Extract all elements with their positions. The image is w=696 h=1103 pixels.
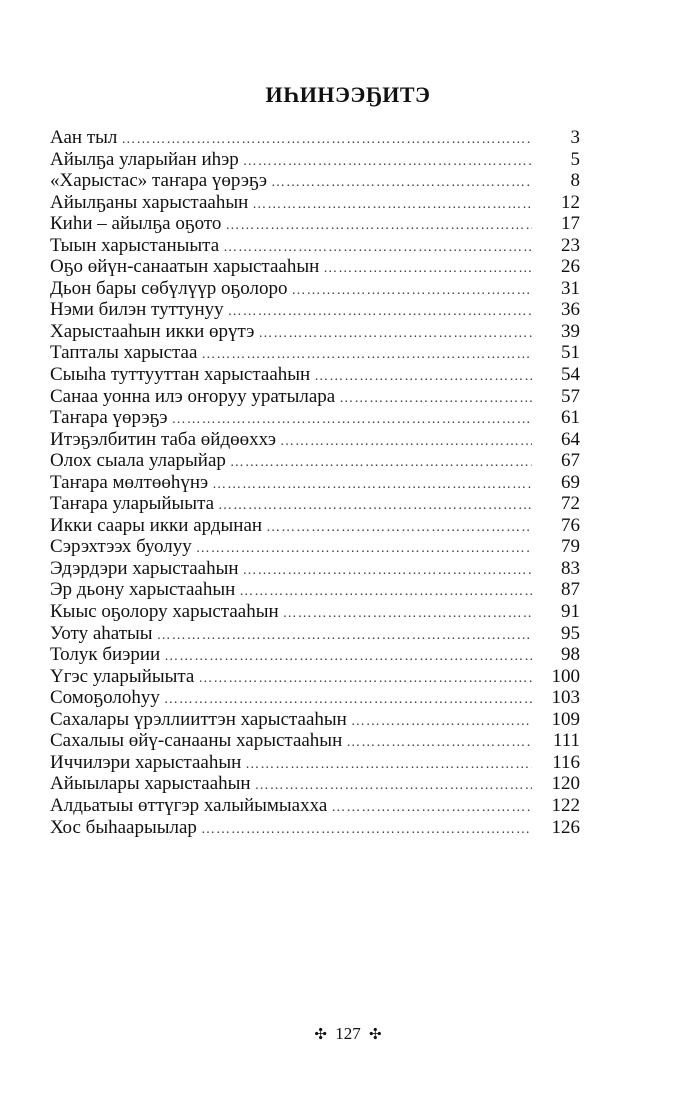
toc-entry-page: 111 xyxy=(552,730,580,752)
toc-entry-page: 23 xyxy=(561,234,580,256)
toc-entry xyxy=(50,730,580,752)
toc-entry xyxy=(50,149,580,171)
toc-entry xyxy=(50,342,580,364)
dot-leader xyxy=(280,431,532,453)
toc-entry-title: Оҕо өйүн-санаатын харыстааһын xyxy=(50,256,320,278)
toc-entry-page: 54 xyxy=(561,364,580,386)
toc-entry-title: Эр дьону харыстааһын xyxy=(50,579,236,601)
table-of-contents xyxy=(50,127,580,838)
toc-entry-title: Иччилэри харыстааһын xyxy=(50,751,242,773)
toc-entry-page: 91 xyxy=(561,601,580,623)
toc-entry xyxy=(50,644,580,666)
dot-leader xyxy=(212,474,532,496)
toc-entry-page: 95 xyxy=(561,622,580,644)
dot-leader xyxy=(228,301,532,323)
toc-entry xyxy=(50,321,580,343)
toc-entry-title: Киһи – айылҕа оҕото xyxy=(50,213,222,235)
toc-entry-title: «Харыстас» таҥара үөрэҕэ xyxy=(50,170,267,192)
toc-entry-title: Айылҕа уларыйан иһэр xyxy=(50,148,239,170)
toc-entry-page: 5 xyxy=(570,148,580,170)
toc-entry xyxy=(50,170,580,192)
toc-entry-page: 76 xyxy=(561,514,580,536)
page-title: ИҺИНЭЭҔИТЭ xyxy=(265,82,431,107)
page-footer xyxy=(0,1024,696,1044)
toc-entry-title: Эдэрдэри харыстааһын xyxy=(50,557,239,579)
dot-leader xyxy=(314,366,532,388)
toc-entry-page: 36 xyxy=(561,299,580,321)
toc-entry-page: 39 xyxy=(561,320,580,342)
toc-entry-title: Алдьатыы өттүгэр халыйымыахха xyxy=(50,794,328,816)
toc-entry-page: 120 xyxy=(551,773,580,795)
toc-entry-title: Икки саары икки ардынан xyxy=(50,514,263,536)
toc-entry-page: 17 xyxy=(561,213,580,235)
toc-entry xyxy=(50,213,580,235)
toc-entry-title: Санаа уонна илэ оҥоруу уратылара xyxy=(50,385,336,407)
toc-entry-page: 26 xyxy=(561,256,580,278)
toc-entry-page: 3 xyxy=(570,127,580,148)
dot-leader xyxy=(164,689,532,711)
dot-leader xyxy=(323,258,532,280)
dot-leader xyxy=(331,797,532,819)
toc-entry xyxy=(50,752,580,774)
toc-entry-page: 79 xyxy=(561,536,580,558)
toc-entry xyxy=(50,795,580,817)
toc-entry xyxy=(50,407,580,429)
toc-entry-title: Уоту аһатыы xyxy=(50,622,153,644)
page-number: 127 xyxy=(335,1024,361,1043)
toc-entry-title: Таҥара үөрэҕэ xyxy=(50,407,168,429)
dot-leader xyxy=(266,517,532,539)
toc-entry-page: 69 xyxy=(561,471,580,493)
dot-leader xyxy=(172,409,532,431)
toc-entry xyxy=(50,709,580,731)
dot-leader xyxy=(351,711,532,733)
dot-leader xyxy=(258,323,532,345)
dot-leader xyxy=(255,775,532,797)
ornament-right-icon: ✣ xyxy=(369,1027,382,1043)
toc-entry-page: 72 xyxy=(561,493,580,515)
dot-leader xyxy=(121,129,532,151)
dot-leader xyxy=(252,194,532,216)
toc-entry xyxy=(50,429,580,451)
toc-entry-page: 64 xyxy=(561,428,580,450)
toc-entry-title: Олох сыала уларыйар xyxy=(50,450,226,472)
toc-entry-title: Сыыһа туттууттан харыстааһын xyxy=(50,364,311,386)
dot-leader xyxy=(346,732,532,754)
toc-entry xyxy=(50,601,580,623)
toc-entry xyxy=(50,493,580,515)
dot-leader xyxy=(201,819,532,841)
toc-entry-page: 116 xyxy=(552,751,580,773)
toc-entry-page: 126 xyxy=(551,816,580,838)
toc-entry-page: 61 xyxy=(561,407,580,429)
dot-leader xyxy=(230,452,532,474)
toc-entry xyxy=(50,450,580,472)
toc-entry-title: Хос быһаарыылар xyxy=(50,816,197,838)
toc-entry-title: Сахалыы өйү-санааны харыстааһын xyxy=(50,730,343,752)
toc-entry-title: Итэҕэлбитин таба өйдөөххэ xyxy=(50,428,277,450)
toc-entry-page: 87 xyxy=(561,579,580,601)
toc-entry xyxy=(50,127,580,149)
toc-entry-title: Сэрэхтээх буолуу xyxy=(50,536,192,558)
toc-entry-title: Аан тыл xyxy=(50,127,118,148)
toc-entry-title: Айыылары харыстааһын xyxy=(50,773,251,795)
dot-leader xyxy=(243,151,532,173)
toc-entry xyxy=(50,536,580,558)
toc-entry xyxy=(50,192,580,214)
toc-entry xyxy=(50,256,580,278)
dot-leader xyxy=(218,495,532,517)
toc-entry xyxy=(50,687,580,709)
toc-entry-page: 109 xyxy=(551,708,580,730)
toc-entry-page: 8 xyxy=(570,170,580,192)
ornament-left-icon: ✣ xyxy=(314,1027,327,1043)
toc-entry-page: 67 xyxy=(561,450,580,472)
toc-entry xyxy=(50,558,580,580)
toc-entry-page: 83 xyxy=(561,557,580,579)
toc-entry-title: Айылҕаны харыстааһын xyxy=(50,191,249,213)
toc-entry xyxy=(50,666,580,688)
dot-leader xyxy=(243,560,532,582)
toc-entry xyxy=(50,235,580,257)
toc-entry xyxy=(50,364,580,386)
dot-leader xyxy=(245,754,532,776)
toc-entry xyxy=(50,817,580,839)
toc-entry-page: 100 xyxy=(551,665,580,687)
toc-entry-title: Сомоҕолоһуу xyxy=(50,687,160,709)
dot-leader xyxy=(201,344,532,366)
toc-entry-page: 51 xyxy=(561,342,580,364)
toc-entry xyxy=(50,472,580,494)
dot-leader xyxy=(223,237,532,259)
toc-entry-page: 12 xyxy=(561,191,580,213)
dot-leader xyxy=(196,538,532,560)
toc-entry xyxy=(50,278,580,300)
toc-entry xyxy=(50,579,580,601)
toc-entry-title: Тапталы харыстаа xyxy=(50,342,198,364)
toc-entry xyxy=(50,515,580,537)
toc-entry-page: 103 xyxy=(551,687,580,709)
toc-entry-title: Харыстааһын икки өрүтэ xyxy=(50,320,255,342)
dot-leader xyxy=(283,603,532,625)
dot-leader xyxy=(164,646,532,668)
toc-entry xyxy=(50,623,580,645)
dot-leader xyxy=(225,215,532,237)
dot-leader xyxy=(339,388,532,410)
toc-entry xyxy=(50,299,580,321)
toc-entry-title: Толук биэрии xyxy=(50,644,161,666)
toc-entry-title: Таҥара мөлтөөһүнэ xyxy=(50,471,209,493)
dot-leader xyxy=(157,625,532,647)
toc-entry-title: Сахалары үрэллииттэн харыстааһын xyxy=(50,708,347,730)
toc-entry-title: Кыыс оҕолору харыстааһын xyxy=(50,601,279,623)
dot-leader xyxy=(198,668,532,690)
toc-entry-title: Таҥара уларыйыыта xyxy=(50,493,215,515)
toc-entry xyxy=(50,773,580,795)
toc-entry-title: Үгэс уларыйыыта xyxy=(50,665,195,687)
toc-entry-page: 122 xyxy=(551,794,580,816)
dot-leader xyxy=(239,581,532,603)
toc-entry-title: Дьон бары сөбүлүүр оҕолоро xyxy=(50,277,288,299)
dot-leader xyxy=(271,172,532,194)
dot-leader xyxy=(292,280,532,302)
toc-entry-title: Нэми билэн туттунуу xyxy=(50,299,224,321)
toc-entry-page: 57 xyxy=(561,385,580,407)
toc-entry xyxy=(50,386,580,408)
toc-entry-page: 31 xyxy=(561,277,580,299)
toc-entry-title: Тыын харыстаныыта xyxy=(50,234,220,256)
toc-entry-page: 98 xyxy=(561,644,580,666)
